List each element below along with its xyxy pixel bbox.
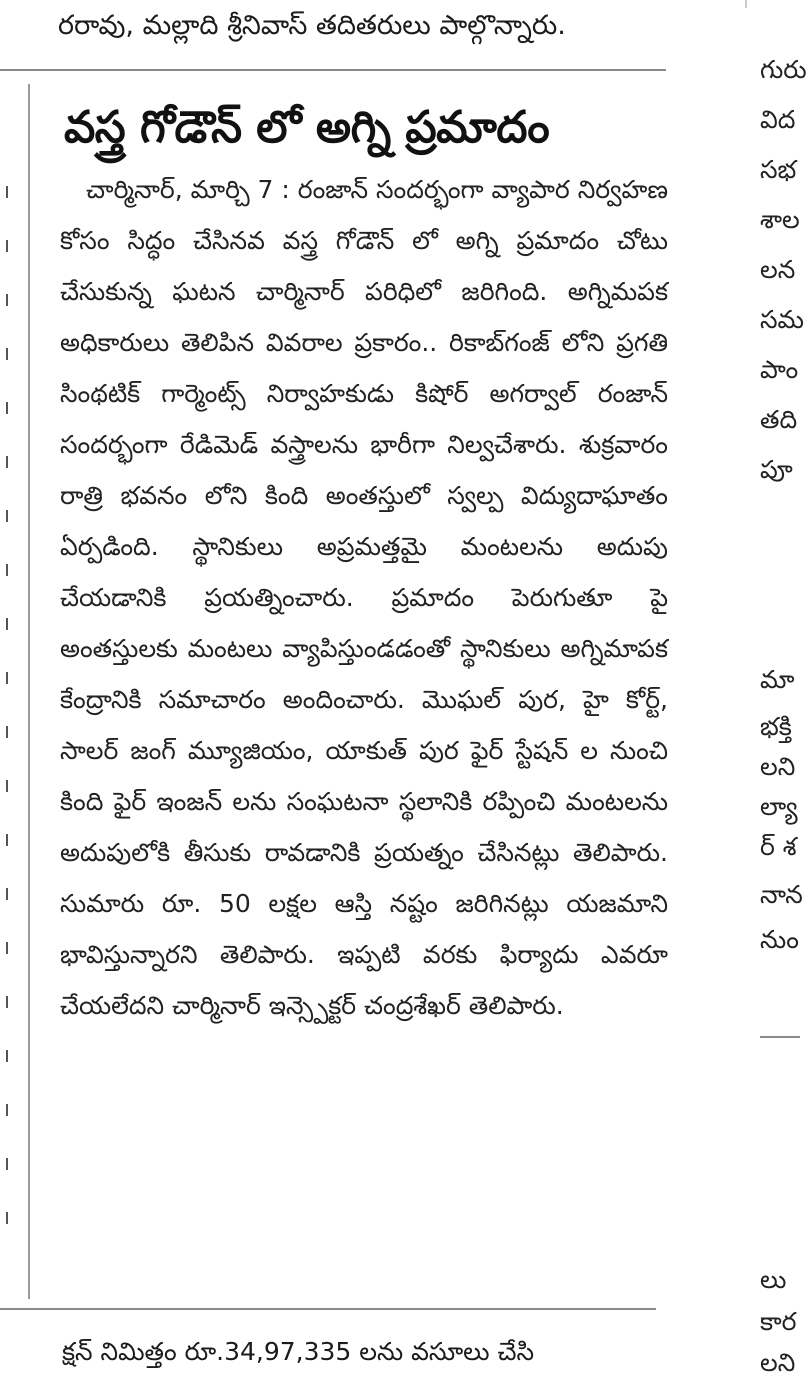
right-column-divider	[760, 1036, 800, 1038]
right-fragment: గురు	[760, 55, 807, 84]
right-fragment: లన	[760, 255, 796, 284]
news-article	[60, 96, 668, 1031]
right-fragment: విద	[760, 105, 796, 134]
right-fragment: శాల	[760, 205, 800, 234]
right-fragment: సమ	[760, 305, 805, 334]
right-fragment: లని	[760, 1348, 796, 1377]
article-body: చార్మినార్, మార్చి 7 : రంజాన్ సందర్భంగా వ్యాపార నిర్వహణ కోసం సిద్ధం చేసినవ వస్త్ర గోడౌన్ లో అగ్ని ప్రమాదం చోటు చేసుకున్న ఘటన చార్మినార్ పరిధిలో జరిగింది. అగ్నిమపక అధికారులు తెలిపిన వివరాల ప్రకారం.. రికాబ్‌గంజ్ లోని ప్రగతి సింథటిక్ గార్మెంట్స్ నిర్వాహకుడు కిషోర్ అగర్వాల్ రంజాన్ సందర్భంగా రేడిమెడ్ వస్త్రాలను భారీగా నిల్వచేశారు. శుక్రవారం రాత్రి భవనం లోని కింది అంతస్తులో స్వల్ప విద్యుదాఘాతం ఏర్పడింది. స్థానికులు అప్రమత్తమై మంటలను అదుపు చేయడానికి ప్రయత్నించారు. ప్రమాదం పెరుగుతూ పై అంతస్తులకు మంటలు వ్యాపిస్తుండడంతో స్థానికులు అగ్నిమాపక కేంద్రానికి సమాచారం అందించారు. మొఘల్ పుర, హై కోర్ట్, సాలర్ జంగ్ మ్యూజియం, యాకుత్ పుర ఫైర్ స్టేషన్ ల నుంచి కింది ఫైర్ ఇంజన్ లను సంఘటనా స్థలానికి రప్పించి మంటలను అదుపులోకి తీసుకు రావడానికి ప్రయత్నం చేసినట్లు తెలిపారు. సుమారు రూ. 50 లక్షల ఆస్తి నష్టం జరిగినట్లు యజమాని భావిస్తున్నారని తెలిపారు. ఇప్పటి వరకు ఫిర్యాదు ఎవరూ చేయలేదని చార్మినార్ ఇన్స్పెక్టర్ చంద్రశేఖర్ తెలిపారు.	[60, 175, 669, 1020]
right-fragment: లు	[760, 1265, 787, 1294]
previous-article-last-line: రరావు, మల్లాది శ్రీనివాస్ తదితరులు పాల్గొన్నారు.	[58, 10, 566, 41]
right-column-fragment	[760, 0, 807, 1382]
column-divider	[28, 84, 30, 1299]
right-fragment: నాన	[760, 880, 803, 909]
right-column-top-mark	[745, 0, 747, 8]
next-article-first-line: క్షన్ నిమిత్తం రూ.34,97,335 లను వసూలు చేసి	[62, 1337, 535, 1366]
right-fragment: ర్ శ	[760, 832, 797, 861]
right-fragment: ల్యా	[760, 792, 798, 821]
article-headline: వస్త్ర గోడౌన్ లో అగ్ని ప్రమాదం	[64, 102, 550, 153]
right-fragment: సభ	[760, 155, 797, 184]
right-fragment: నుం	[760, 925, 799, 954]
top-divider	[0, 69, 666, 71]
right-fragment: భక్తి	[760, 712, 792, 741]
right-fragment: పాం	[760, 355, 799, 384]
right-fragment: మా	[760, 665, 795, 694]
right-fragment: తది	[760, 405, 798, 434]
bottom-divider	[0, 1308, 656, 1310]
right-fragment: కార	[760, 1307, 797, 1336]
right-fragment: లని	[760, 752, 796, 781]
left-column-fragment	[0, 170, 12, 1280]
right-fragment: పూ	[760, 455, 793, 484]
